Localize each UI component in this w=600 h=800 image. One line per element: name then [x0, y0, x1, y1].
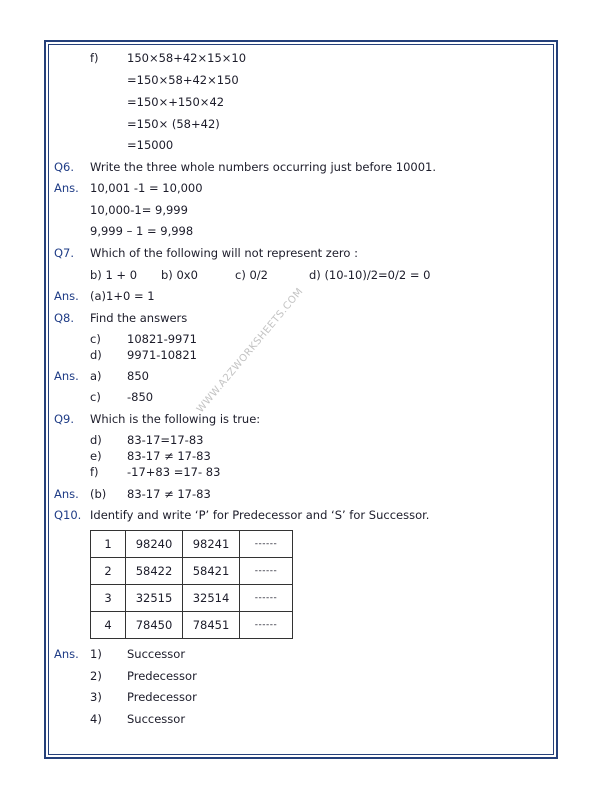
- q9-item-letter: d): [90, 433, 102, 447]
- q7-answer: (a)1+0 = 1: [90, 289, 155, 303]
- q7-option: b) 1 + 0: [90, 268, 138, 282]
- table-row: [91, 558, 293, 585]
- q6-ans-label: Ans.: [54, 181, 79, 195]
- q8-item-text: 10821-9971: [127, 332, 197, 346]
- table-cell-index: 1: [91, 531, 126, 558]
- q10-label: Q10.: [54, 508, 82, 522]
- q10-question: Identify and write ‘P’ for Predecessor and ‘S’ for Successor.: [90, 508, 430, 522]
- q7-label: Q7.: [54, 246, 75, 260]
- q6-answer: 9,999 – 1 = 9,998: [90, 224, 194, 238]
- q6-answer: 10,001 -1 = 10,000: [90, 181, 203, 195]
- table-cell-blank: ------: [240, 612, 293, 639]
- predecessor-successor-table: [90, 530, 293, 639]
- q8-answer-letter: c): [90, 390, 101, 404]
- q8-answer-text: 850: [127, 369, 149, 383]
- q8-item-text: 9971-10821: [127, 348, 197, 362]
- q6-answer: 10,000-1= 9,999: [90, 203, 188, 217]
- q7-option: c) 0/2: [235, 268, 268, 282]
- q10-answer-num: 1): [90, 647, 102, 661]
- q6-question: Write the three whole numbers occurring just before 10001.: [90, 160, 437, 174]
- table-row: [91, 585, 293, 612]
- q9-item-letter: e): [90, 449, 102, 463]
- q8-ans-label: Ans.: [54, 369, 79, 383]
- table-row: [91, 612, 293, 639]
- q9-answer-text: 83-17 ≠ 17-83: [127, 487, 211, 501]
- q9-ans-label: Ans.: [54, 487, 79, 501]
- table-cell-blank: ------: [240, 585, 293, 612]
- table-cell-index: 3: [91, 585, 126, 612]
- table-cell: 32515: [126, 585, 183, 612]
- table-cell: 78451: [183, 612, 240, 639]
- q10-answer-num: 4): [90, 712, 102, 726]
- q8-answer-letter: a): [90, 369, 102, 383]
- q8-answer-text: -850: [127, 390, 154, 404]
- q8-item-letter: d): [90, 348, 102, 362]
- table-cell-index: 2: [91, 558, 126, 585]
- q5f-line: =150×58+42×150: [127, 73, 239, 87]
- q7-option: d) (10-10)/2=0/2 = 0: [309, 268, 431, 282]
- q10-answer-text: Predecessor: [127, 669, 197, 683]
- q5f-line: 150×58+42×15×10: [127, 51, 247, 65]
- q9-item-text: 83-17 ≠ 17-83: [127, 449, 211, 463]
- table-cell: 58422: [126, 558, 183, 585]
- q5f-line: =150×+150×42: [127, 95, 225, 109]
- q7-question: Which of the following will not represent zero :: [90, 246, 358, 260]
- q5f-line: =150× (58+42): [127, 117, 220, 131]
- q10-answer-text: Successor: [127, 712, 186, 726]
- table-cell: 32514: [183, 585, 240, 612]
- q8-item-letter: c): [90, 332, 101, 346]
- q9-item-text: 83-17=17-83: [127, 433, 204, 447]
- table-cell: 78450: [126, 612, 183, 639]
- page-border-inner: [48, 44, 554, 755]
- q10-ans-label: Ans.: [54, 647, 79, 661]
- table-row: [91, 531, 293, 558]
- table-cell-index: 4: [91, 612, 126, 639]
- q9-label: Q9.: [54, 412, 75, 426]
- q8-label: Q8.: [54, 311, 75, 325]
- q9-item-text: -17+83 =17- 83: [127, 465, 221, 479]
- table-cell-blank: ------: [240, 531, 293, 558]
- q10-answer-num: 3): [90, 690, 102, 704]
- q6-label: Q6.: [54, 160, 75, 174]
- q9-question: Which is the following is true:: [90, 412, 261, 426]
- table-cell: 98240: [126, 531, 183, 558]
- watermark: WWW.A2ZWORKSHEETS.COM: [195, 286, 306, 416]
- q9-answer-letter: (b): [90, 487, 107, 501]
- q5f-line: =15000: [127, 138, 174, 152]
- table-cell-blank: ------: [240, 558, 293, 585]
- q10-answer-text: Predecessor: [127, 690, 197, 704]
- table-cell: 58421: [183, 558, 240, 585]
- q8-question: Find the answers: [90, 311, 188, 325]
- q9-item-letter: f): [90, 465, 99, 479]
- table-cell: 98241: [183, 531, 240, 558]
- q10-answer-num: 2): [90, 669, 102, 683]
- q7-ans-label: Ans.: [54, 289, 79, 303]
- q5f-label: f): [90, 51, 99, 65]
- q7-option: b) 0x0: [161, 268, 198, 282]
- q10-answer-text: Successor: [127, 647, 186, 661]
